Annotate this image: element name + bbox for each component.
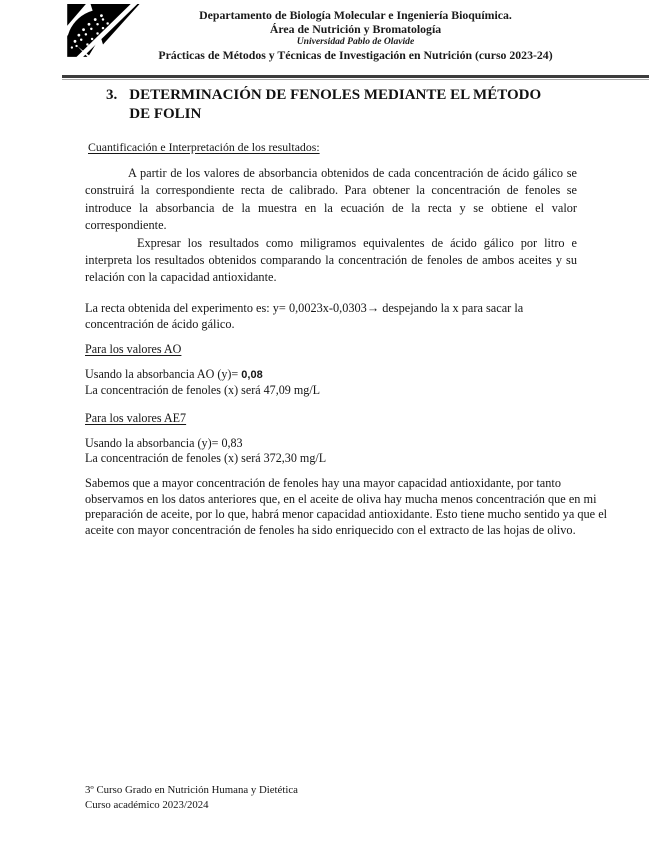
footer-course-line: 3º Curso Grado en Nutrición Humana y Dietética bbox=[85, 784, 298, 796]
ao-concentration-line: La concentración de fenoles (x) será 47,09 mg/L bbox=[85, 382, 321, 397]
header-university: Universidad Pablo de Olavide bbox=[296, 36, 415, 47]
ae7-values-heading: Para los valores AE7 bbox=[85, 411, 187, 425]
ae7-values-lines bbox=[85, 436, 326, 466]
paragraph-calibration: A partir de los valores de absorbancia obtenidos de cada concentración de ácido gálico se construirá la correspondiente recta de calibrado. Para obtener la concentración de fenoles se introduce la absorbancia de la muestra en la ecuación de la recta y se obtiene el valor correspondiente. bbox=[85, 166, 577, 233]
header-divider bbox=[62, 75, 649, 80]
ao-absorbance-value: 0,08 bbox=[241, 369, 263, 381]
page-footer bbox=[85, 783, 298, 812]
footer-year-line: Curso académico 2023/2024 bbox=[85, 798, 209, 811]
title-number: 3. bbox=[106, 87, 118, 103]
ao-absorbance-line bbox=[85, 367, 320, 383]
ae7-concentration-line: La concentración de fenoles (x) será 372,30 mg/L bbox=[85, 450, 327, 465]
section-heading: Cuantificación e Interpretación de los resultados: bbox=[88, 140, 320, 154]
paragraph-express-results: Expresar los resultados como miligramos equivalentes de ácido gálico por litro e interpreta los resultados obtenidos comparando la concentración de fenoles de ambos aceites y su relación con la capacidad antioxidante. bbox=[85, 235, 577, 285]
header-course: Prácticas de Métodos y Técnicas de Investigación en Nutrición (curso 2023-24) bbox=[158, 48, 553, 62]
title-text: DETERMINACIÓN DE FENOLES MEDIANTE EL MÉTODO DE FOLIN bbox=[129, 87, 542, 122]
ao-values-lines bbox=[85, 367, 320, 398]
equation-note: La recta obtenida del experimento es: y= 0,0023x-0,0303→ despejando la x para sacar la concentración de ácido gálico. bbox=[85, 301, 524, 331]
ao-values-heading: Para los valores AO bbox=[85, 342, 182, 356]
ao-absorbance-label: Usando la absorbancia AO (y)= bbox=[85, 367, 242, 381]
page-header bbox=[62, 8, 649, 62]
document-title bbox=[106, 86, 559, 124]
header-area: Área de Nutrición y Bromatología bbox=[269, 22, 442, 36]
intro-paragraphs bbox=[85, 165, 577, 287]
header-department: Departamento de Biología Molecular e Ingeniería Bioquímica. bbox=[199, 8, 512, 22]
ae7-absorbance-line: Usando la absorbancia (y)= 0,83 bbox=[85, 436, 243, 450]
conclusion-paragraph: Sabemos que a mayor concentración de fenoles hay una mayor capacidad antioxidante, por tanto observamos en los datos anteriores que, en el aceite de oliva hay mucha menos concentración que en mi preparación de aceite, por lo que, habrá menor capacidad antioxidante. Esto tiene mucho sentido ya que el aceite con mayor concentración de fenoles ha sido enriquecido con el extracto de las hojas de olivo. bbox=[85, 476, 608, 537]
